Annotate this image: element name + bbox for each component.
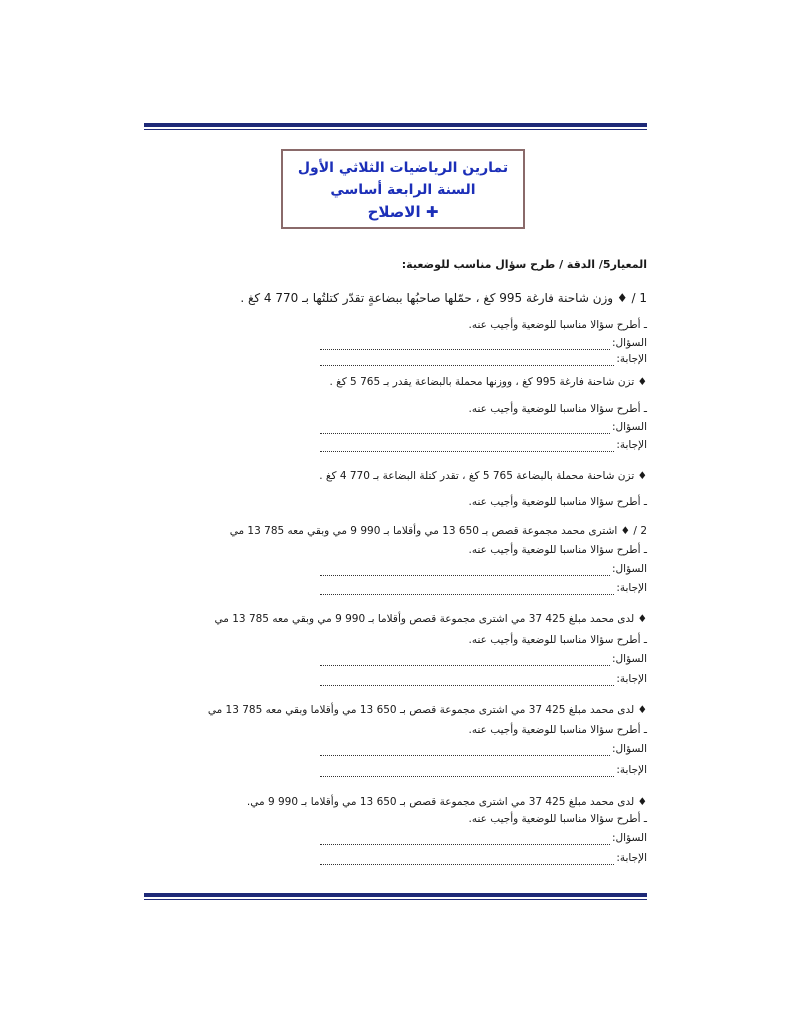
top-divider — [144, 123, 647, 130]
title-line-2: السنة الرابعة أساسي — [330, 182, 476, 198]
title-box — [281, 149, 525, 229]
ex2-statement-3: ♦ لدى محمد مبلغ 425 37 مي اشترى مجموعة قصص بـ 650 13 مي وأقلاما وبقي معه 785 13 مي — [207, 704, 647, 716]
answer-label: الإجابة: — [616, 852, 647, 864]
dotted-line — [320, 565, 610, 576]
dotted-line — [320, 854, 614, 865]
dotted-line — [320, 766, 614, 777]
instruction: ـ أطرح سؤالا مناسبا للوضعية وأجيب عنه. — [468, 724, 647, 736]
answer-row — [320, 851, 647, 865]
question-label: السؤال: — [612, 653, 647, 665]
instruction: ـ أطرح سؤالا مناسبا للوضعية وأجيب عنه. — [468, 634, 647, 646]
title-line-1: تمارين الرياضيات الثلاثي الأول — [297, 160, 509, 176]
ex2-statement-1 — [230, 524, 647, 538]
instruction: ـ أطرح سؤالا مناسبا للوضعية وأجيب عنه. — [468, 496, 647, 508]
question-row — [320, 652, 647, 666]
question-row — [320, 336, 647, 350]
instruction: ـ أطرح سؤالا مناسبا للوضعية وأجيب عنه. — [468, 403, 647, 415]
question-label: السؤال: — [612, 421, 647, 433]
answer-label: الإجابة: — [616, 582, 647, 594]
answer-row — [320, 352, 647, 366]
question-row — [320, 562, 647, 576]
ex2-statement-4: ♦ لدى محمد مبلغ 425 37 مي اشترى مجموعة قصص بـ 650 13 مي وأقلاما بـ 990 9 مي. — [246, 796, 647, 808]
ex2-statement-2: ♦ لدى محمد مبلغ 425 37 مي اشترى مجموعة قصص وأقلاما بـ 990 9 مي وبقي معه 785 13 مي — [214, 613, 647, 625]
bottom-divider — [144, 893, 647, 900]
dotted-line — [320, 655, 610, 666]
question-label: السؤال: — [612, 563, 647, 575]
instruction: ـ أطرح سؤالا مناسبا للوضعية وأجيب عنه. — [468, 544, 647, 556]
question-label: السؤال: — [612, 337, 647, 349]
criterion-heading: المعيار5/ الدقة / طرح سؤال مناسب للوضعية: — [401, 258, 647, 271]
answer-label: الإجابة: — [616, 764, 647, 776]
dotted-line — [320, 834, 610, 845]
dotted-line — [320, 584, 614, 595]
question-label: السؤال: — [612, 743, 647, 755]
dotted-line — [320, 339, 610, 350]
answer-row — [320, 672, 647, 686]
ex2-s1-text: ♦ اشترى محمد مجموعة قصص بـ 650 13 مي وأقلاما بـ 990 9 مي وبقي معه 785 13 مي — [229, 525, 631, 537]
question-row — [320, 831, 647, 845]
dotted-line — [320, 423, 610, 434]
dotted-line — [320, 355, 614, 366]
instruction: ـ أطرح سؤالا مناسبا للوضعية وأجيب عنه. — [468, 319, 647, 331]
ex1-statement-2: ♦ تزن شاحنة فارغة 995 كغ ، ووزنها محملة بالبضاعة يقدر بـ 765 5 كغ . — [329, 376, 647, 388]
question-row — [320, 420, 647, 434]
dotted-line — [320, 441, 614, 452]
answer-label: الإجابة: — [616, 353, 647, 365]
answer-row — [320, 438, 647, 452]
instruction: ـ أطرح سؤالا مناسبا للوضعية وأجيب عنه. — [468, 813, 647, 825]
question-row — [320, 742, 647, 756]
title-line-3: ✚ الاصلاح — [367, 203, 439, 221]
ex1-s1-text: ♦ وزن شاحنة فارغة 995 كغ ، حمّلها صاحبُها ببضاعةٍ تقدّر كتلتُها بـ 770 4 كغ . — [240, 291, 628, 305]
question-label: السؤال: — [612, 832, 647, 844]
answer-row — [320, 763, 647, 777]
answer-label: الإجابة: — [616, 439, 647, 451]
ex1-statement-1 — [240, 291, 647, 305]
ex2-number: 2 / — [633, 525, 647, 537]
ex1-number: 1 / — [631, 291, 647, 305]
dotted-line — [320, 675, 614, 686]
dotted-line — [320, 745, 610, 756]
answer-row — [320, 581, 647, 595]
answer-label: الإجابة: — [616, 673, 647, 685]
ex1-statement-3: ♦ تزن شاحنة محملة بالبضاعة 765 5 كغ ، تقدر كتلة البضاعة بـ 770 4 كغ . — [319, 470, 647, 482]
